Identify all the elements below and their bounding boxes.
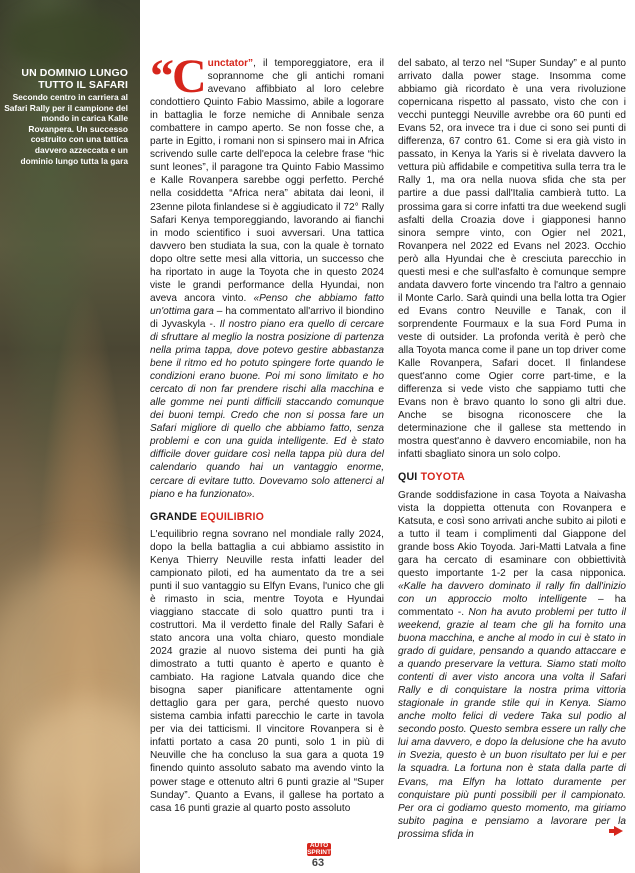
article-column-2 — [398, 57, 626, 841]
quote-text: «Kalle ha davvero dominato il rally fin dall'inizio con un approccio molto intelligente — [398, 580, 626, 605]
quote-text: «Penso che abbiamo fatto un'ottima gara — [150, 292, 384, 317]
subheading-accent-word: EQUILIBRIO — [200, 510, 265, 523]
drop-cap: “C — [150, 50, 205, 103]
article-paragraph: L'equilibrio regna sovrano nel mondiale rally 2024, dopo la bella battaglia a cui abbiamo assistito in Kenya Thierry Neuville resta infatti leader del campionato piloti, ed ha aumentato da tre a sei punti il suo vantaggio su Elfyn Evans, l'unico che gli è rimasto in scia, mentre Toyota e Hyundai viaggiano staccate di solo quattro punti tra i costruttori. Ma il verdetto finale del Rally Safari è stato ancora una volta chiaro, questo mondiale 2024 grazie al nuovo sistema dei punti ha già dimostrato a tutti quanto è aperto e quanto è cambiato. Ha ragione Latvala quando dice che bisogna saper pianificare attentamente ogni dettaglio gara per gara, perché questo nuovo sistema cambia infatti parecchio le carte in tavola per via dei tatticismi. Il vincitore Rovanpera si è infatti portato a casa 20 punti, solo 1 in più di Neuville che ha concluso la sua gara a quota 19 finendo quinto assoluto sabato ma avendo vinto la power stage e ottenuto altri 6 punti grazie al “Super Sunday”. Quanto a Evans, il gallese ha portato a casa 16 punti grazie al quarto posto assoluto — [150, 528, 384, 814]
subheading-word: QUI — [398, 471, 418, 484]
caption-text: Secondo centro in carriera al Safari Rally per il campione del mondo in carica Kalle Rovanpera. Un successo costruito con una tattica davvero azzeccata e un dominio lungo tutta la gara — [4, 92, 128, 166]
article-paragraph: del sabato, al terzo nel “Super Sunday” e al punto arrivato dalla power stage. Insomma come abbiamo già ricordato è una vera rivoluzione copernicana rispetto al passato, visto che con i vecchi punteggi Neuville avrebbe ora 60 punti ed Evans 52, ora invece tra i due ci sono sei punti di differenza, 67 contro 61. Come si era già visto in passato, in Kenya la Yaris si è rivelata davvero la vettura più affidabile e competitiva sulla terra tra le Rally 1, ma ora nella nuova sfida che sta per partire a due passi dall'Italia cambierà tutto. La prossima gara si corre infatti tra due weekend sugli asfalti della Croazia dove i giapponesi hanno sinora sempre vinto, con Ogier nel 2021, Rovanpera nel 2022 ed Evans nel 2023. Occhio però alla Hyundai che è cresciuta parecchio in questi mesi e che sull'asfalto è comunque sempre andata davvero forte vincendo tra l'altro a gennaio il Monte Carlo. Sarà quindi una bella lotta tra Ogier ed Evans contro Neuville e Tanak, con il sorprendente Fourmaux e la sua Ford Puma in veste di outsider. La profonda verità è però che alla Toyota manca come il pane un top driver come Kalle Rovanpera, Safari docet. Il finlandese quest'anno come Ogier corre part-time, e la differenza si vede visto che sappiamo tutti che Evans non è bravo quanto lo sono gli altri due. Anche se bisogna riconoscere che la determinazione che il gallese sta mettendo in mostra quest'anno è davvero encomiabile, non ha infatti sbagliato sinora un solo colpo. — [398, 58, 626, 461]
photo-caption — [4, 68, 128, 166]
continue-arrow-icon — [614, 826, 623, 836]
subheading-accent-word: TOYOTA — [420, 471, 465, 484]
article-paragraph — [150, 50, 385, 501]
subheading-word: GRANDE — [150, 510, 198, 523]
quote-text: Il nostro piano era quello di cercare di sfruttare al meglio la nostra posizione di partenza nella prima tappa, dove potevo gestire abbastanza bene il ritmo ed ho potuto spingere forte quando le condizioni erano buone. Poi mi sono limitato e ho cercato di non far prendere rischi alla macchina e alle gomme nei punti difficili staccando comunque dei buoni tempi. Credo che non si possa fare un Safari migliore di quello che abbiamo fatto, senza problemi e con una guida intelligente. Ed è stato difficile dover guidare così nella tappa più dura del calendario quando hai un vantaggio enorme, cercare di evitare tutto. Dovevamo solo attenerci al piano e ha funzionato». — [150, 318, 385, 500]
caption-title: UN DOMINIO LUNGO TUTTO IL SAFARI — [21, 67, 128, 91]
subheading-qui-toyota — [398, 471, 626, 484]
paragraph-text: Grande soddisfazione in casa Toyota a Naivasha vista la doppietta ottenuta con Rovanpera e Katsuta, e così sono arrivati anche subito ai piloti e a tutto il team i complimenti dal Giappone del grande boss Akio Toyoda. Jari-Matti Latvala a fine gara ha cercato di esaminare con obbiettività questo importante 1-2 per la casa nipponica. — [398, 489, 626, 579]
article-paragraph — [398, 489, 626, 841]
lead-word: unctator” — [207, 58, 254, 69]
photo-foliage — [8, 10, 128, 70]
paragraph-text: – ha commentato -. — [398, 593, 626, 618]
rally-photo — [0, 0, 140, 873]
quote-text: Non ha avuto problemi per tutto il weekend, grazie al team che gli ha fornito una buona macchina, e anche al modo in cui è stato in grado di guidare, pensando a quando attaccare e a quando preservare la vettura. Siamo stati molto contenti di aver visto ancora una volta il Safari Rally e di conquistare la nostra prima vittoria stagionale in grande stile qui in Kenya. Siamo anche molto felici di vedere Taka sul podio al secondo posto. Questo sembra essere un rally che lui ama davvero, e dopo la delusione che ha avuto in Svezia, questo è un buon risultato per lui e per la squadra. La fortuna non è stata dalla parte di Evans, ma Elfyn ha lottato duramente per conquistare più punti possibili per il campionato. Per ora ci godiamo questo momento, ma giriamo subito pagina e pensiamo a lavorare per la prossima sfida in — [398, 606, 626, 840]
page-number: 63 — [311, 857, 325, 869]
subheading-grande-equilibrio — [150, 511, 384, 524]
paragraph-text: – ha commentato all'arrivo il biondino di Jyvaskyla -. — [150, 305, 384, 330]
article-column-1 — [150, 50, 385, 815]
paragraph-text: , il temporeggiatore, era il soprannome che gli antichi romani avevano affibbiato al loro celebre condottiero Quinto Fabio Massimo, abile a logorare in battaglia le forze nemiche di Annibale senza combattere in campo aperto. Se non fosse che, a parte in Egitto, i romani non si spinsero mai in Africa scrivendo sulle carte dell'epoca la celebre frase “hic sunt leones”, il paragone tra Quinto Fabio Massimo e Kalle Rovanpera sarebbe oggi perfetto. Perché nella cosiddetta “Africa nera” abitata dai leoni, il 23enne pilota finlandese si è aggiudicato il 72° Rally Safari Kenya temporeggiando, lavorando ai fianchi in modo scientifico i suoi avversari. Una tattica davvero ben studiata la sua, con la quale è tornato dopo oltre sette mesi alla vittoria, un successo che ha riportato in auge la Toyota che in questo 2024 viste le grandi performance della Hyundai, non aveva ancora vinto. — [150, 58, 384, 304]
magazine-logo: AUTO SPRINT — [307, 842, 331, 856]
